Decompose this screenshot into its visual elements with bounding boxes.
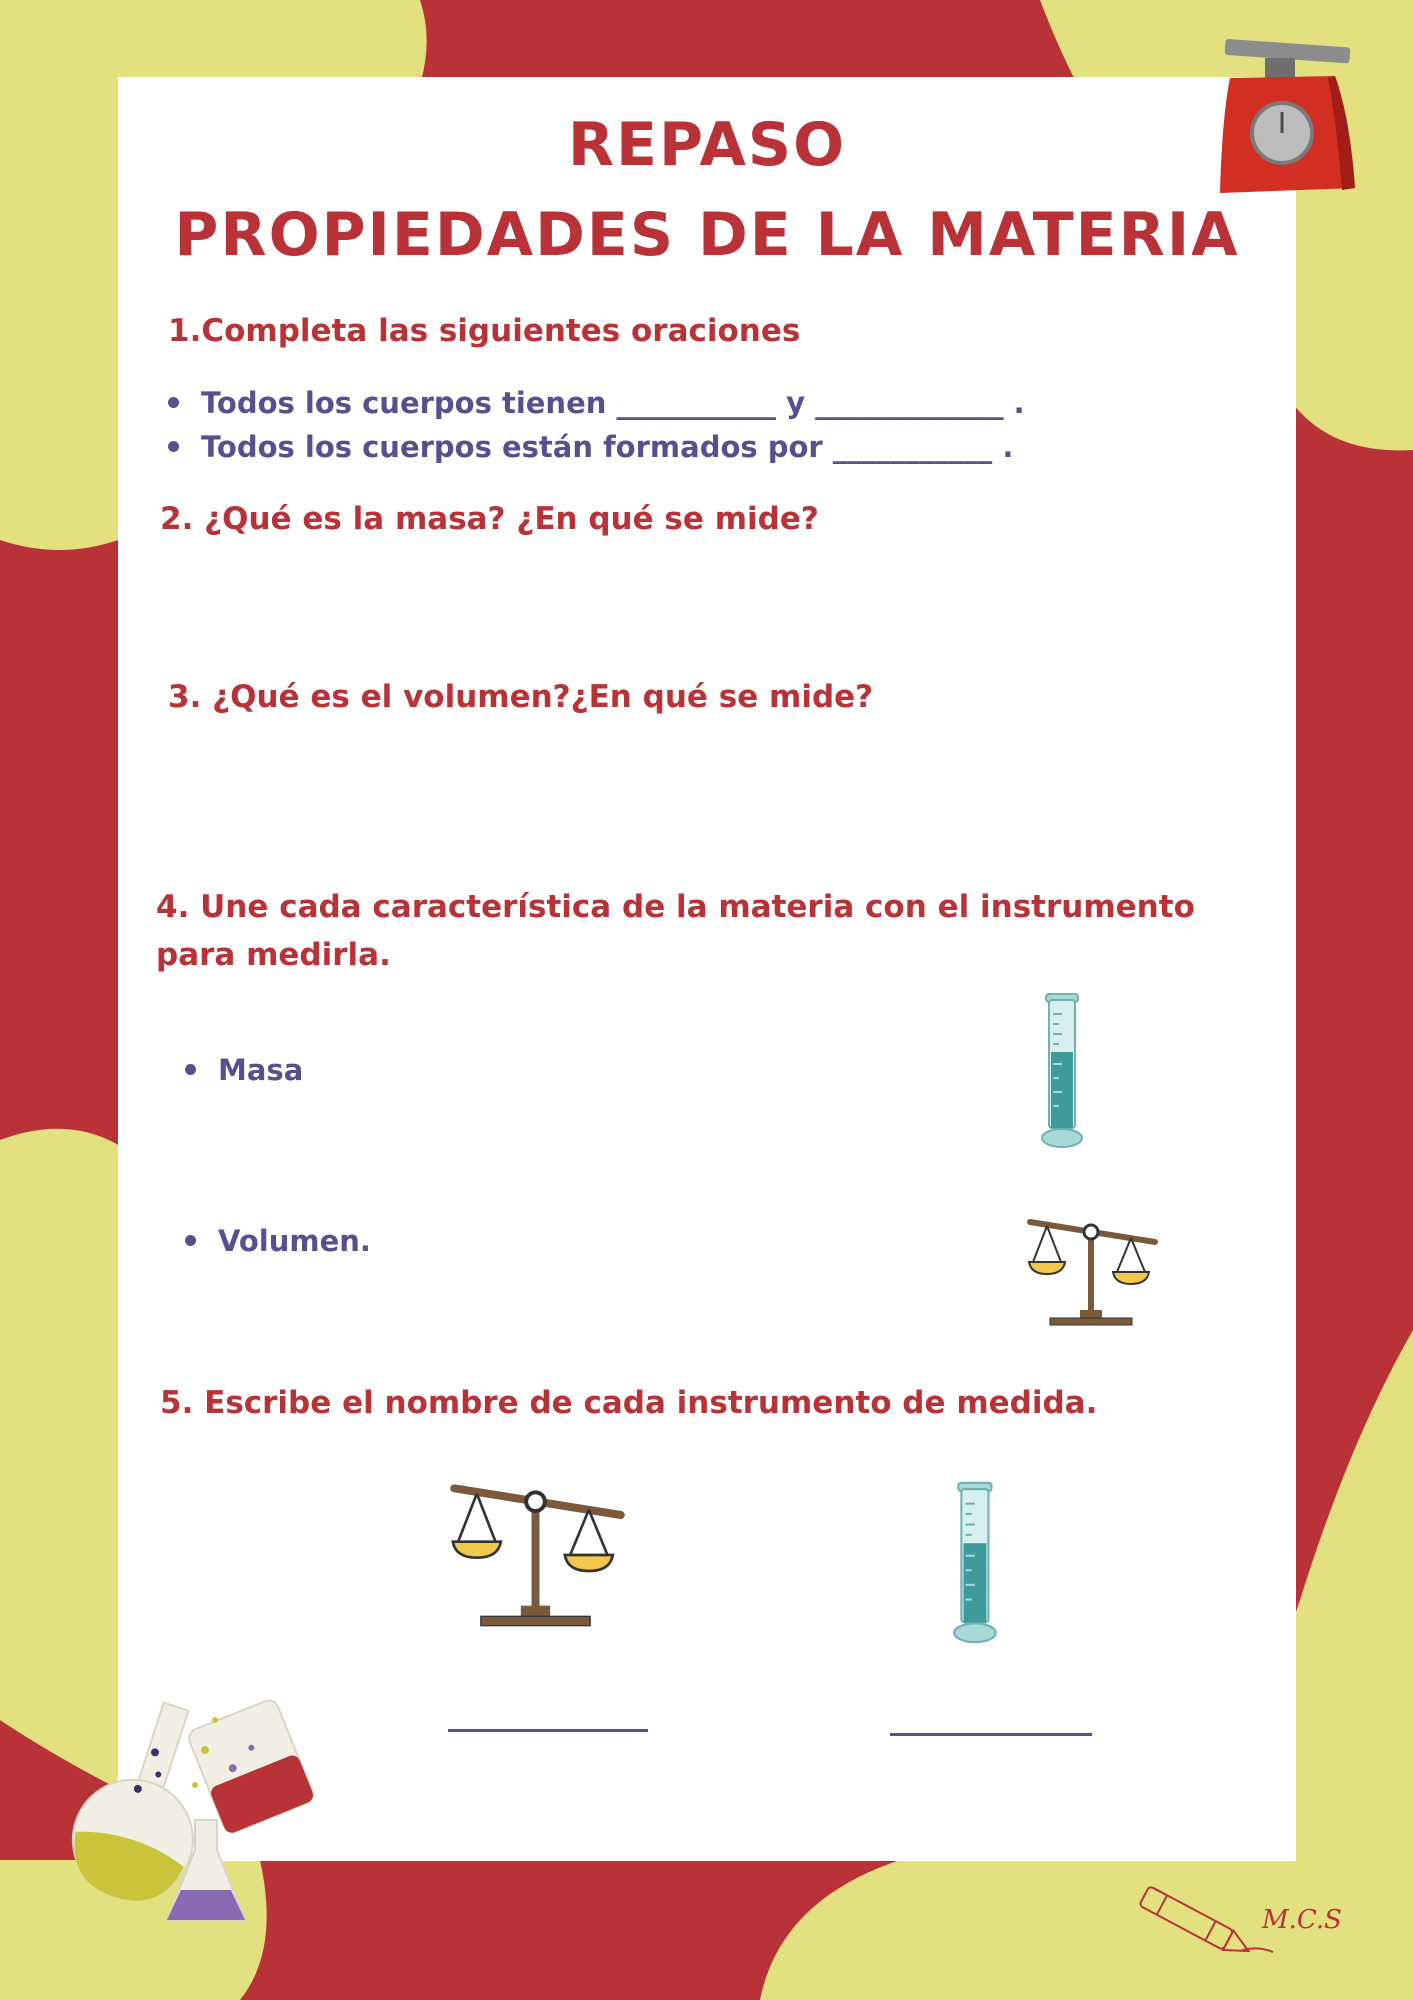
question-5: 5. Escribe el nombre de cada instrumento de medida.	[160, 1385, 1098, 1421]
q1-item-2	[168, 427, 1013, 467]
kitchen-scale-icon	[1210, 38, 1360, 203]
answer-line-cylinder[interactable]	[890, 1733, 1092, 1736]
q1-item-1-text: Todos los cuerpos tienen ___________ y _____________ .	[201, 386, 1025, 420]
question-2: 2. ¿Qué es la masa? ¿En qué se mide?	[160, 501, 819, 537]
question-4-line2: para medirla.	[156, 937, 391, 973]
question-1: 1.Completa las siguientes oraciones	[168, 313, 801, 349]
q4-item-volumen-text: Volumen.	[218, 1224, 371, 1258]
balance-scale-icon	[445, 1475, 630, 1635]
bullet-dot	[185, 1235, 196, 1246]
q1-item-2-text: Todos los cuerpos están formados por ___________ .	[201, 430, 1014, 464]
lab-flasks-icon	[45, 1690, 345, 1930]
page-title-line2: PROPIEDADES DE LA MATERIA	[174, 200, 1240, 270]
bullet-dot	[168, 397, 179, 408]
q4-item-masa	[185, 1050, 303, 1090]
graduated-cylinder-icon	[1040, 992, 1088, 1150]
balance-scale-icon	[1025, 1212, 1160, 1332]
signature: M.C.S	[1262, 1905, 1342, 1935]
q4-item-masa-text: Masa	[218, 1053, 304, 1087]
bullet-dot	[168, 441, 179, 452]
q1-item-1	[168, 383, 1025, 423]
answer-line-balance[interactable]	[448, 1729, 648, 1732]
page-title-line1: REPASO	[567, 110, 847, 180]
question-4-line1: 4. Une cada característica de la materia con el instrumento	[156, 889, 1195, 925]
crayon-icon	[1128, 1880, 1278, 1960]
bullet-dot	[185, 1064, 196, 1075]
graduated-cylinder-icon	[952, 1477, 1002, 1649]
question-3: 3. ¿Qué es el volumen?¿En qué se mide?	[168, 679, 874, 715]
q4-item-volumen	[185, 1221, 371, 1261]
